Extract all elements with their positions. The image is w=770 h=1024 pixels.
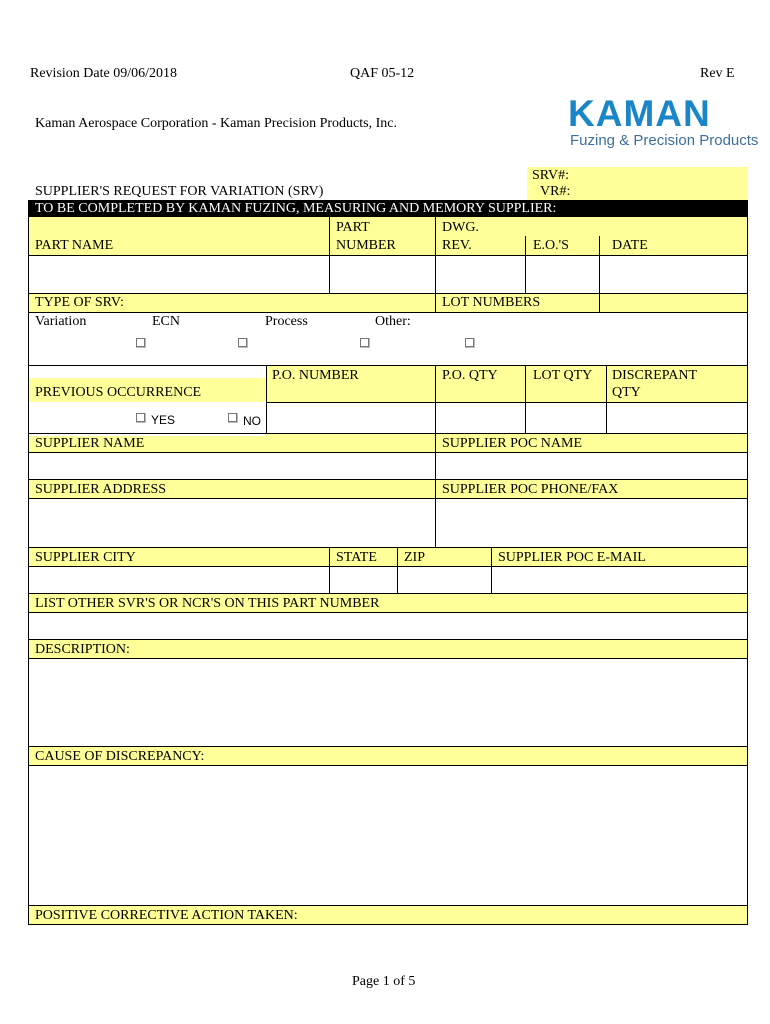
type-of-srv-label: TYPE OF SRV: bbox=[35, 295, 124, 310]
process-checkbox[interactable] bbox=[360, 338, 369, 347]
rule-city-header bbox=[28, 566, 748, 567]
supplier-city-label: SUPPLIER CITY bbox=[35, 550, 136, 565]
rule-other-header bbox=[28, 612, 748, 613]
form-right-border bbox=[747, 217, 748, 925]
rule-part-values bbox=[28, 293, 748, 294]
company-name: Kaman Aerospace Corporation - Kaman Precision Products, Inc. bbox=[35, 116, 397, 131]
page-number: Page 1 of 5 bbox=[352, 974, 416, 989]
corrective-action-label: POSITIVE CORRECTIVE ACTION TAKEN: bbox=[35, 908, 298, 923]
discrepant-qty-label-1: DISCREPANT bbox=[612, 368, 698, 383]
supplier-name-input[interactable] bbox=[29, 453, 434, 479]
supplier-address-input[interactable] bbox=[29, 499, 434, 547]
dwg-rev-label-2: REV. bbox=[442, 238, 472, 253]
supplier-name-label: SUPPLIER NAME bbox=[35, 436, 145, 451]
divider-email bbox=[491, 548, 492, 594]
zip-input[interactable] bbox=[398, 567, 491, 593]
instruction-banner-text: TO BE COMPLETED BY KAMAN FUZING, MEASURING AND MEMORY SUPPLIER: bbox=[35, 201, 557, 216]
divider-po-qty bbox=[435, 366, 436, 434]
discrepant-qty-input[interactable] bbox=[607, 403, 747, 433]
kaman-logo bbox=[568, 95, 758, 155]
rule-description-values bbox=[28, 746, 748, 747]
lot-qty-label: LOT QTY bbox=[533, 368, 593, 383]
lot-qty-input[interactable] bbox=[526, 403, 606, 433]
po-number-label: P.O. NUMBER bbox=[272, 368, 359, 383]
revision-date: Revision Date 09/06/2018 bbox=[30, 66, 177, 81]
part-name-input[interactable] bbox=[29, 256, 328, 293]
part-number-label-2: NUMBER bbox=[336, 238, 396, 253]
form-code: QAF 05-12 bbox=[350, 66, 415, 81]
other-checkbox[interactable] bbox=[465, 338, 474, 347]
previous-occurrence-label: PREVIOUS OCCURRENCE bbox=[35, 385, 202, 400]
logo-wordmark: KAMAN bbox=[568, 93, 711, 134]
supplier-poc-phone-input[interactable] bbox=[436, 499, 747, 547]
yes-checkbox[interactable] bbox=[136, 413, 145, 422]
variation-checkbox[interactable] bbox=[136, 338, 145, 347]
type-other-label: Other: bbox=[375, 314, 411, 329]
divider-dwg-rev bbox=[435, 217, 436, 313]
form-title: SUPPLIER'S REQUEST FOR VARIATION (SRV) bbox=[35, 184, 324, 199]
dwg-rev-input[interactable] bbox=[436, 256, 525, 293]
supplier-poc-email-label: SUPPLIER POC E-MAIL bbox=[498, 550, 646, 565]
supplier-city-input[interactable] bbox=[29, 567, 328, 593]
srv-number-label: SRV#: bbox=[532, 168, 570, 183]
divider-state bbox=[329, 548, 330, 594]
lot-numbers-input[interactable] bbox=[600, 295, 747, 311]
rule-supplier-name-header bbox=[28, 452, 748, 453]
supplier-poc-email-input[interactable] bbox=[492, 567, 747, 593]
rule-city-values bbox=[28, 593, 748, 594]
ecn-checkbox[interactable] bbox=[238, 338, 247, 347]
description-label: DESCRIPTION: bbox=[35, 642, 130, 657]
vr-number-label: VR#: bbox=[540, 184, 571, 199]
po-qty-input[interactable] bbox=[436, 403, 525, 433]
rule-po-values bbox=[28, 433, 748, 434]
divider-discrepant bbox=[606, 366, 607, 434]
yes-label: YES bbox=[151, 413, 176, 427]
po-qty-label: P.O. QTY bbox=[442, 368, 498, 383]
revision-label: Rev E bbox=[700, 66, 735, 81]
rule-supplier-name-values bbox=[28, 479, 748, 480]
other-svrs-label: LIST OTHER SVR'S OR NCR'S ON THIS PART NUMBER bbox=[35, 596, 380, 611]
rule-cause-header bbox=[28, 765, 748, 766]
part-number-label-1: PART bbox=[336, 220, 370, 235]
type-process-label: Process bbox=[265, 314, 308, 329]
rule-part-header bbox=[28, 255, 748, 256]
cause-input[interactable] bbox=[29, 766, 747, 905]
divider-zip bbox=[397, 548, 398, 594]
rule-address-header bbox=[28, 498, 748, 499]
divider-part-number bbox=[329, 217, 330, 294]
rule-po-header bbox=[266, 402, 748, 403]
logo-tagline: Fuzing & Precision Products bbox=[570, 132, 759, 149]
state-label: STATE bbox=[336, 550, 377, 565]
other-svrs-input[interactable] bbox=[29, 613, 747, 639]
date-label: DATE bbox=[612, 238, 648, 253]
supplier-poc-name-input[interactable] bbox=[436, 453, 747, 479]
rule-form-bottom bbox=[28, 924, 748, 925]
state-input[interactable] bbox=[330, 567, 396, 593]
type-ecn-label: ECN bbox=[152, 314, 180, 329]
date-input[interactable] bbox=[600, 256, 747, 293]
supplier-poc-name-label: SUPPLIER POC NAME bbox=[442, 436, 583, 451]
rule-other-values bbox=[28, 639, 748, 640]
po-number-input[interactable] bbox=[267, 403, 435, 433]
rule-type-values bbox=[28, 365, 748, 366]
supplier-address-label: SUPPLIER ADDRESS bbox=[35, 482, 167, 497]
divider-po-number bbox=[266, 366, 267, 434]
no-checkbox[interactable] bbox=[228, 413, 237, 422]
type-variation-label: Variation bbox=[35, 314, 87, 329]
zip-label: ZIP bbox=[404, 550, 425, 565]
divider-eos bbox=[525, 236, 526, 294]
discrepant-qty-label-2: QTY bbox=[612, 385, 641, 400]
lot-numbers-label: LOT NUMBERS bbox=[442, 295, 541, 310]
part-name-label: PART NAME bbox=[35, 238, 114, 253]
no-label: NO bbox=[243, 414, 261, 428]
rule-address-values bbox=[28, 547, 748, 548]
supplier-poc-phone-label: SUPPLIER POC PHONE/FAX bbox=[442, 482, 619, 497]
cause-label: CAUSE OF DISCREPANCY: bbox=[35, 749, 205, 764]
divider-supplier-poc bbox=[435, 434, 436, 548]
description-row bbox=[28, 640, 748, 658]
part-number-input[interactable] bbox=[330, 256, 435, 293]
divider-lot-qty bbox=[525, 366, 526, 434]
rule-type-header bbox=[28, 312, 748, 313]
eos-label: E.O.'S bbox=[533, 238, 569, 253]
eos-input[interactable] bbox=[526, 256, 598, 293]
form-left-border bbox=[28, 217, 29, 925]
rule-cause-values bbox=[28, 905, 748, 906]
divider-date bbox=[599, 236, 600, 313]
description-input[interactable] bbox=[29, 659, 747, 746]
rule-description-header bbox=[28, 658, 748, 659]
dwg-rev-label-1: DWG. bbox=[442, 220, 479, 235]
